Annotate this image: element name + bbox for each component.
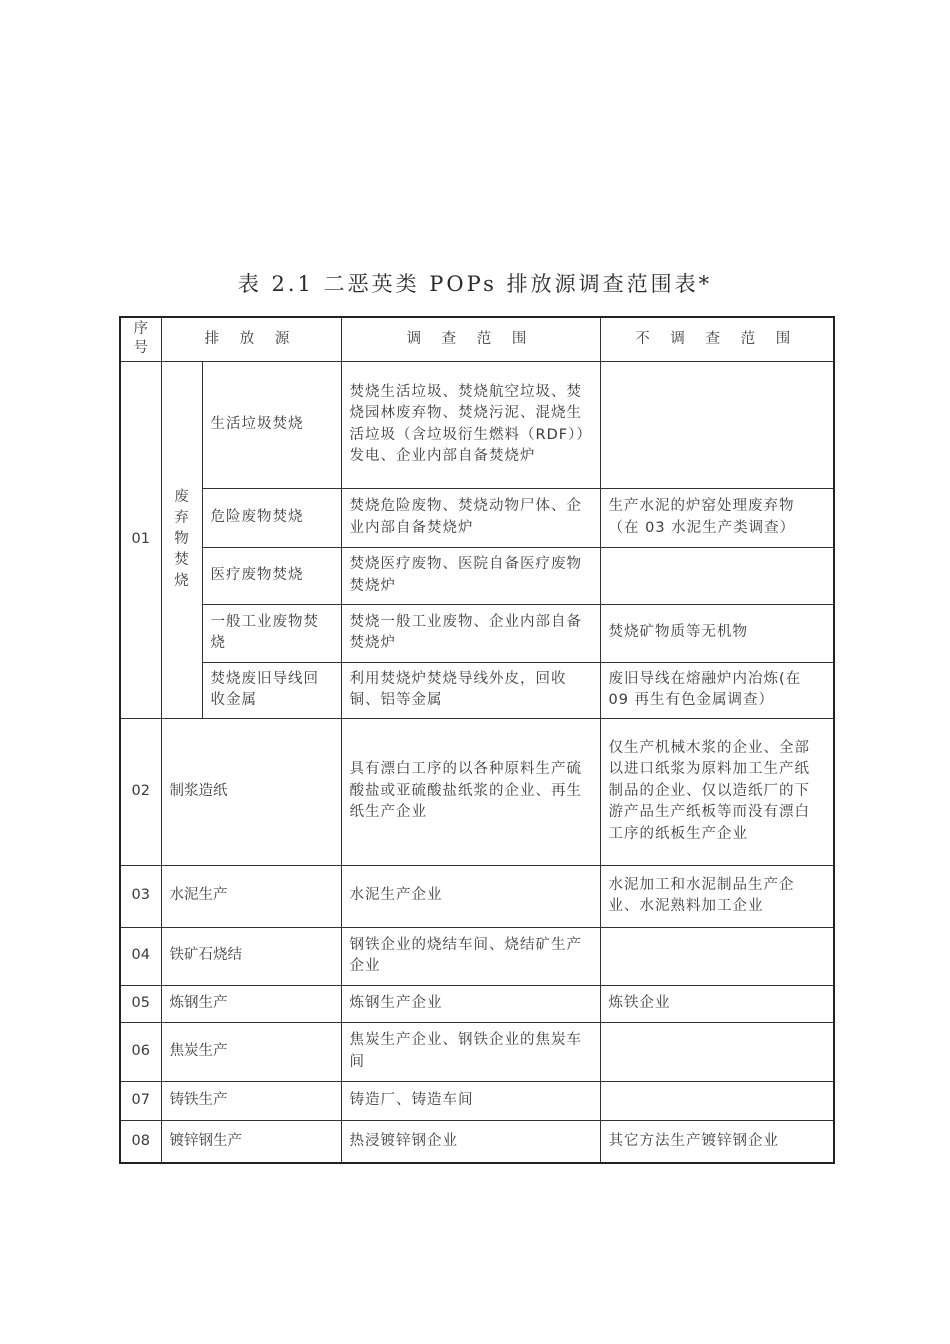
exclude-cell: 仅生产机械木浆的企业、全部以进口纸浆为原料加工生产纸制品的企业、仅以造纸厂的下游产品生产纸板等而没有漂白工序的纸板生产企业 — [600, 718, 834, 865]
table-row — [120, 361, 834, 488]
row-number: 08 — [120, 1120, 161, 1163]
table-row — [120, 985, 834, 1022]
exclude-cell: 水泥加工和水泥制品生产企业、水泥熟料加工企业 — [600, 865, 834, 927]
source-cell: 铸铁生产 — [161, 1081, 341, 1120]
table-row — [120, 865, 834, 927]
exclude-cell: 其它方法生产镀锌钢企业 — [600, 1120, 834, 1163]
scope-cell: 焚烧医疗废物、医院自备医疗废物焚烧炉 — [341, 547, 600, 604]
table-row — [120, 718, 834, 865]
exclude-cell: 焚烧矿物质等无机物 — [600, 604, 834, 662]
row-number: 04 — [120, 927, 161, 985]
header-exclude: 不 调 查 范 围 — [600, 317, 834, 361]
exclude-cell: 废旧导线在熔融炉内冶炼(在 09 再生有色金属调查） — [600, 662, 834, 718]
source-cell: 铁矿石烧结 — [161, 927, 341, 985]
exclude-cell — [600, 547, 834, 604]
source-cell: 制浆造纸 — [161, 718, 341, 865]
scope-cell: 炼钢生产企业 — [341, 985, 600, 1022]
subsource-cell: 一般工业废物焚烧 — [202, 604, 341, 662]
header-row — [120, 317, 834, 361]
scope-cell: 具有漂白工序的以各种原料生产硫酸盐或亚硫酸盐纸浆的企业、再生纸生产企业 — [341, 718, 600, 865]
subsource-cell: 生活垃圾焚烧 — [202, 361, 341, 488]
table-row — [120, 1081, 834, 1120]
scope-cell: 钢铁企业的烧结车间、烧结矿生产企业 — [341, 927, 600, 985]
scope-cell: 焦炭生产企业、钢铁企业的焦炭车间 — [341, 1022, 600, 1081]
exclude-cell — [600, 927, 834, 985]
exclude-cell — [600, 1081, 834, 1120]
exclude-cell — [600, 1022, 834, 1081]
scope-cell: 热浸镀锌钢企业 — [341, 1120, 600, 1163]
row-number: 02 — [120, 718, 161, 865]
row-number: 07 — [120, 1081, 161, 1120]
table-row — [120, 927, 834, 985]
table-row — [120, 547, 834, 604]
row-number: 03 — [120, 865, 161, 927]
header-scope: 调 查 范 围 — [341, 317, 600, 361]
pops-source-table — [119, 316, 835, 1164]
header-source: 排 放 源 — [161, 317, 341, 361]
row-number: 06 — [120, 1022, 161, 1081]
source-cell: 焦炭生产 — [161, 1022, 341, 1081]
scope-cell: 利用焚烧炉焚烧导线外皮，回收铜、铝等金属 — [341, 662, 600, 718]
subsource-cell: 危险废物焚烧 — [202, 488, 341, 547]
table-row — [120, 662, 834, 718]
source-cell: 水泥生产 — [161, 865, 341, 927]
subsource-cell: 焚烧废旧导线回收金属 — [202, 662, 341, 718]
source-cell: 炼钢生产 — [161, 985, 341, 1022]
header-seq: 序 号 — [120, 317, 161, 361]
table-row — [120, 604, 834, 662]
table-row — [120, 488, 834, 547]
scope-cell: 水泥生产企业 — [341, 865, 600, 927]
table-title: 表 2.1 二恶英类 POPs 排放源调查范围表* — [237, 272, 713, 296]
row-number: 01 — [120, 361, 161, 718]
exclude-cell: 炼铁企业 — [600, 985, 834, 1022]
scope-cell: 焚烧一般工业废物、企业内部自备焚烧炉 — [341, 604, 600, 662]
subsource-cell: 医疗废物焚烧 — [202, 547, 341, 604]
table-row — [120, 1120, 834, 1163]
category-cell: 废 弃 物 焚 烧 — [161, 361, 202, 718]
source-cell: 镀锌钢生产 — [161, 1120, 341, 1163]
scope-cell: 焚烧生活垃圾、焚烧航空垃圾、焚烧园林废弃物、焚烧污泥、混烧生活垃圾（含垃圾衍生燃料（RDF））发电、企业内部自备焚烧炉 — [341, 361, 600, 488]
scope-cell: 铸造厂、铸造车间 — [341, 1081, 600, 1120]
exclude-cell — [600, 361, 834, 488]
table-row — [120, 1022, 834, 1081]
exclude-cell: 生产水泥的炉窑处理废弃物（在 03 水泥生产类调查） — [600, 488, 834, 547]
row-number: 05 — [120, 985, 161, 1022]
scope-cell: 焚烧危险废物、焚烧动物尸体、企业内部自备焚烧炉 — [341, 488, 600, 547]
